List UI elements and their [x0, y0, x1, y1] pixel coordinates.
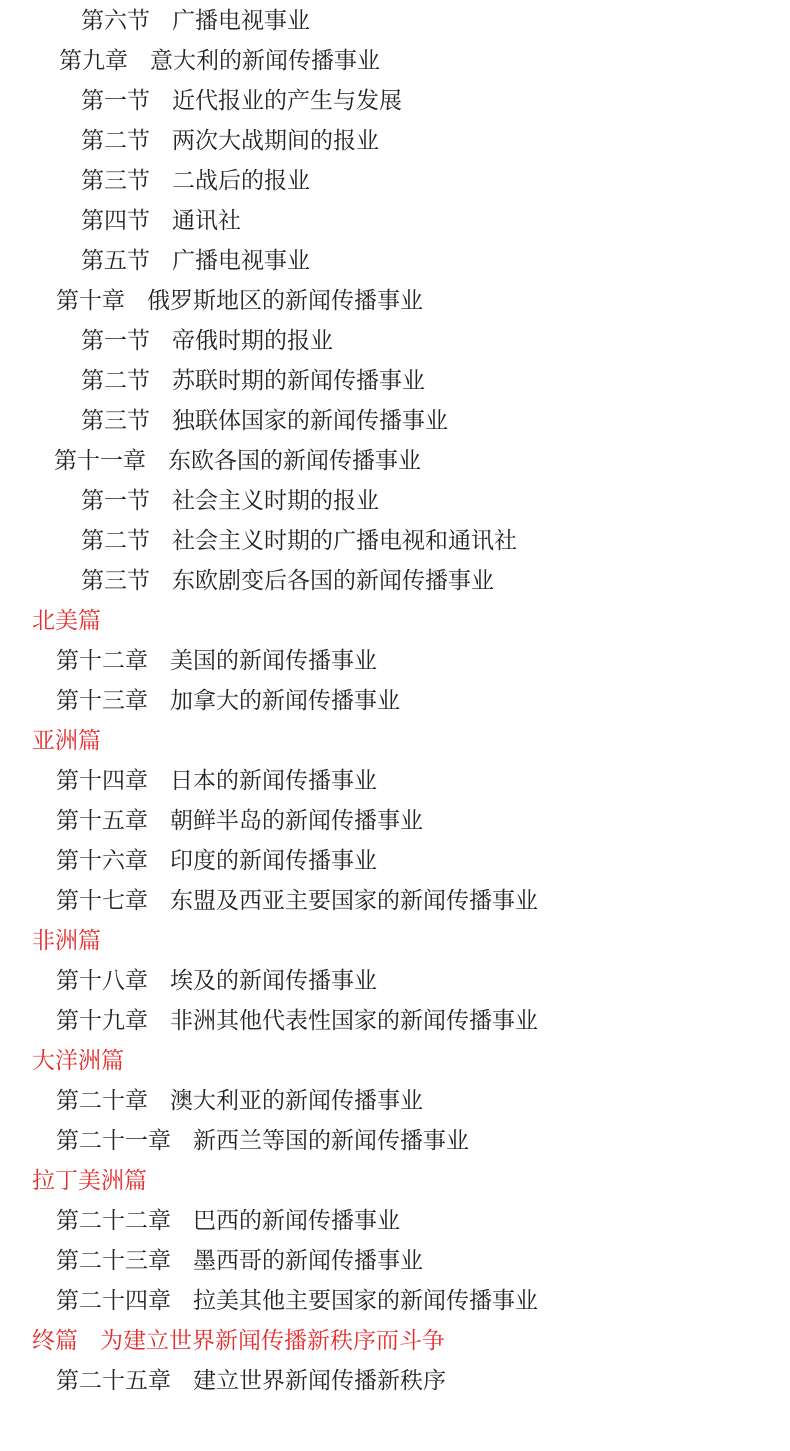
toc-chapter-entry: [56, 881, 538, 921]
entry-title: 广播电视事业: [172, 248, 310, 274]
entry-title: 埃及的新闻传播事业: [170, 968, 377, 994]
entry-label: 第三节: [81, 408, 150, 434]
entry-label: 第一节: [81, 88, 150, 114]
entry-label: 第九章: [59, 48, 128, 74]
entry-label: 第四节: [81, 208, 150, 234]
toc-part-heading: [32, 1321, 445, 1361]
entry-title: 通讯社: [172, 208, 241, 234]
entry-label: 第六节: [81, 8, 150, 34]
toc-section-entry: [81, 161, 310, 201]
entry-title: 澳大利亚的新闻传播事业: [170, 1088, 423, 1114]
toc-chapter-entry: [56, 1121, 469, 1161]
toc-section-entry: [81, 121, 379, 161]
toc-part-heading: [32, 721, 101, 761]
toc-section-entry: [81, 481, 379, 521]
entry-title: 东盟及西亚主要国家的新闻传播事业: [170, 888, 538, 914]
toc-chapter-entry: [56, 641, 377, 681]
toc-chapter-entry: [56, 1281, 538, 1321]
entry-label: 第十二章: [56, 648, 148, 674]
entry-title: 墨西哥的新闻传播事业: [193, 1248, 423, 1274]
toc-part-heading: [32, 601, 101, 641]
entry-title: 两次大战期间的报业: [172, 128, 379, 154]
entry-title: 朝鲜半岛的新闻传播事业: [170, 808, 423, 834]
entry-label: 第二十一章: [56, 1128, 171, 1154]
toc-part-heading: [32, 1041, 124, 1081]
toc-chapter-entry: [56, 801, 423, 841]
toc-chapter-entry: [56, 1241, 423, 1281]
entry-title: 印度的新闻传播事业: [170, 848, 377, 874]
toc-section-entry: [81, 321, 333, 361]
toc-section-entry: [81, 201, 241, 241]
entry-label: 第二十五章: [56, 1368, 171, 1394]
entry-title: 新西兰等国的新闻传播事业: [193, 1128, 469, 1154]
entry-label: 第二节: [81, 368, 150, 394]
toc-section-entry: [81, 561, 494, 601]
part-label: 拉丁美洲篇: [32, 1168, 147, 1194]
entry-label: 第二节: [81, 528, 150, 554]
toc-section-entry: [81, 1, 310, 41]
part-title: 为建立世界新闻传播新秩序而斗争: [100, 1328, 445, 1354]
entry-title: 二战后的报业: [172, 168, 310, 194]
part-label: 北美篇: [32, 608, 101, 634]
entry-label: 第十五章: [56, 808, 148, 834]
entry-label: 第三节: [81, 568, 150, 594]
toc-section-entry: [81, 521, 517, 561]
entry-label: 第十三章: [56, 688, 148, 714]
entry-label: 第三节: [81, 168, 150, 194]
toc-chapter-entry: [59, 41, 380, 81]
entry-label: 第十章: [56, 288, 125, 314]
part-label: 大洋洲篇: [32, 1048, 124, 1074]
entry-label: 第十一章: [54, 448, 146, 474]
entry-title: 东欧剧变后各国的新闻传播事业: [172, 568, 494, 594]
entry-label: 第十六章: [56, 848, 148, 874]
toc-chapter-entry: [56, 1361, 446, 1401]
entry-title: 苏联时期的新闻传播事业: [172, 368, 425, 394]
entry-label: 第十七章: [56, 888, 148, 914]
entry-label: 第二节: [81, 128, 150, 154]
entry-title: 帝俄时期的报业: [172, 328, 333, 354]
entry-label: 第二十二章: [56, 1208, 171, 1234]
entry-label: 第十四章: [56, 768, 148, 794]
entry-label: 第二十四章: [56, 1288, 171, 1314]
toc-chapter-entry: [56, 761, 377, 801]
entry-label: 第十八章: [56, 968, 148, 994]
entry-title: 社会主义时期的广播电视和通讯社: [172, 528, 517, 554]
part-label: 终篇: [32, 1328, 78, 1354]
toc-section-entry: [81, 81, 402, 121]
entry-title: 日本的新闻传播事业: [170, 768, 377, 794]
toc-part-heading: [32, 921, 101, 961]
toc-section-entry: [81, 401, 448, 441]
toc-chapter-entry: [56, 1081, 423, 1121]
toc-chapter-entry: [56, 281, 423, 321]
entry-title: 广播电视事业: [172, 8, 310, 34]
toc-chapter-entry: [56, 1001, 538, 1041]
entry-title: 意大利的新闻传播事业: [150, 48, 380, 74]
toc-section-entry: [81, 241, 310, 281]
entry-title: 独联体国家的新闻传播事业: [172, 408, 448, 434]
entry-title: 巴西的新闻传播事业: [193, 1208, 400, 1234]
part-label: 亚洲篇: [32, 728, 101, 754]
entry-title: 建立世界新闻传播新秩序: [193, 1368, 446, 1394]
entry-label: 第一节: [81, 488, 150, 514]
toc-part-heading: [32, 1161, 147, 1201]
toc-chapter-entry: [56, 961, 377, 1001]
entry-title: 近代报业的产生与发展: [172, 88, 402, 114]
entry-title: 俄罗斯地区的新闻传播事业: [147, 288, 423, 314]
entry-title: 加拿大的新闻传播事业: [170, 688, 400, 714]
toc-chapter-entry: [56, 1201, 400, 1241]
toc-chapter-entry: [54, 441, 421, 481]
toc-chapter-entry: [56, 681, 400, 721]
toc-chapter-entry: [56, 841, 377, 881]
entry-label: 第十九章: [56, 1008, 148, 1034]
part-label: 非洲篇: [32, 928, 101, 954]
entry-title: 非洲其他代表性国家的新闻传播事业: [170, 1008, 538, 1034]
entry-label: 第五节: [81, 248, 150, 274]
entry-title: 美国的新闻传播事业: [170, 648, 377, 674]
entry-title: 拉美其他主要国家的新闻传播事业: [193, 1288, 538, 1314]
toc-section-entry: [81, 361, 425, 401]
entry-label: 第二十章: [56, 1088, 148, 1114]
entry-title: 东欧各国的新闻传播事业: [168, 448, 421, 474]
entry-label: 第一节: [81, 328, 150, 354]
entry-title: 社会主义时期的报业: [172, 488, 379, 514]
entry-label: 第二十三章: [56, 1248, 171, 1274]
